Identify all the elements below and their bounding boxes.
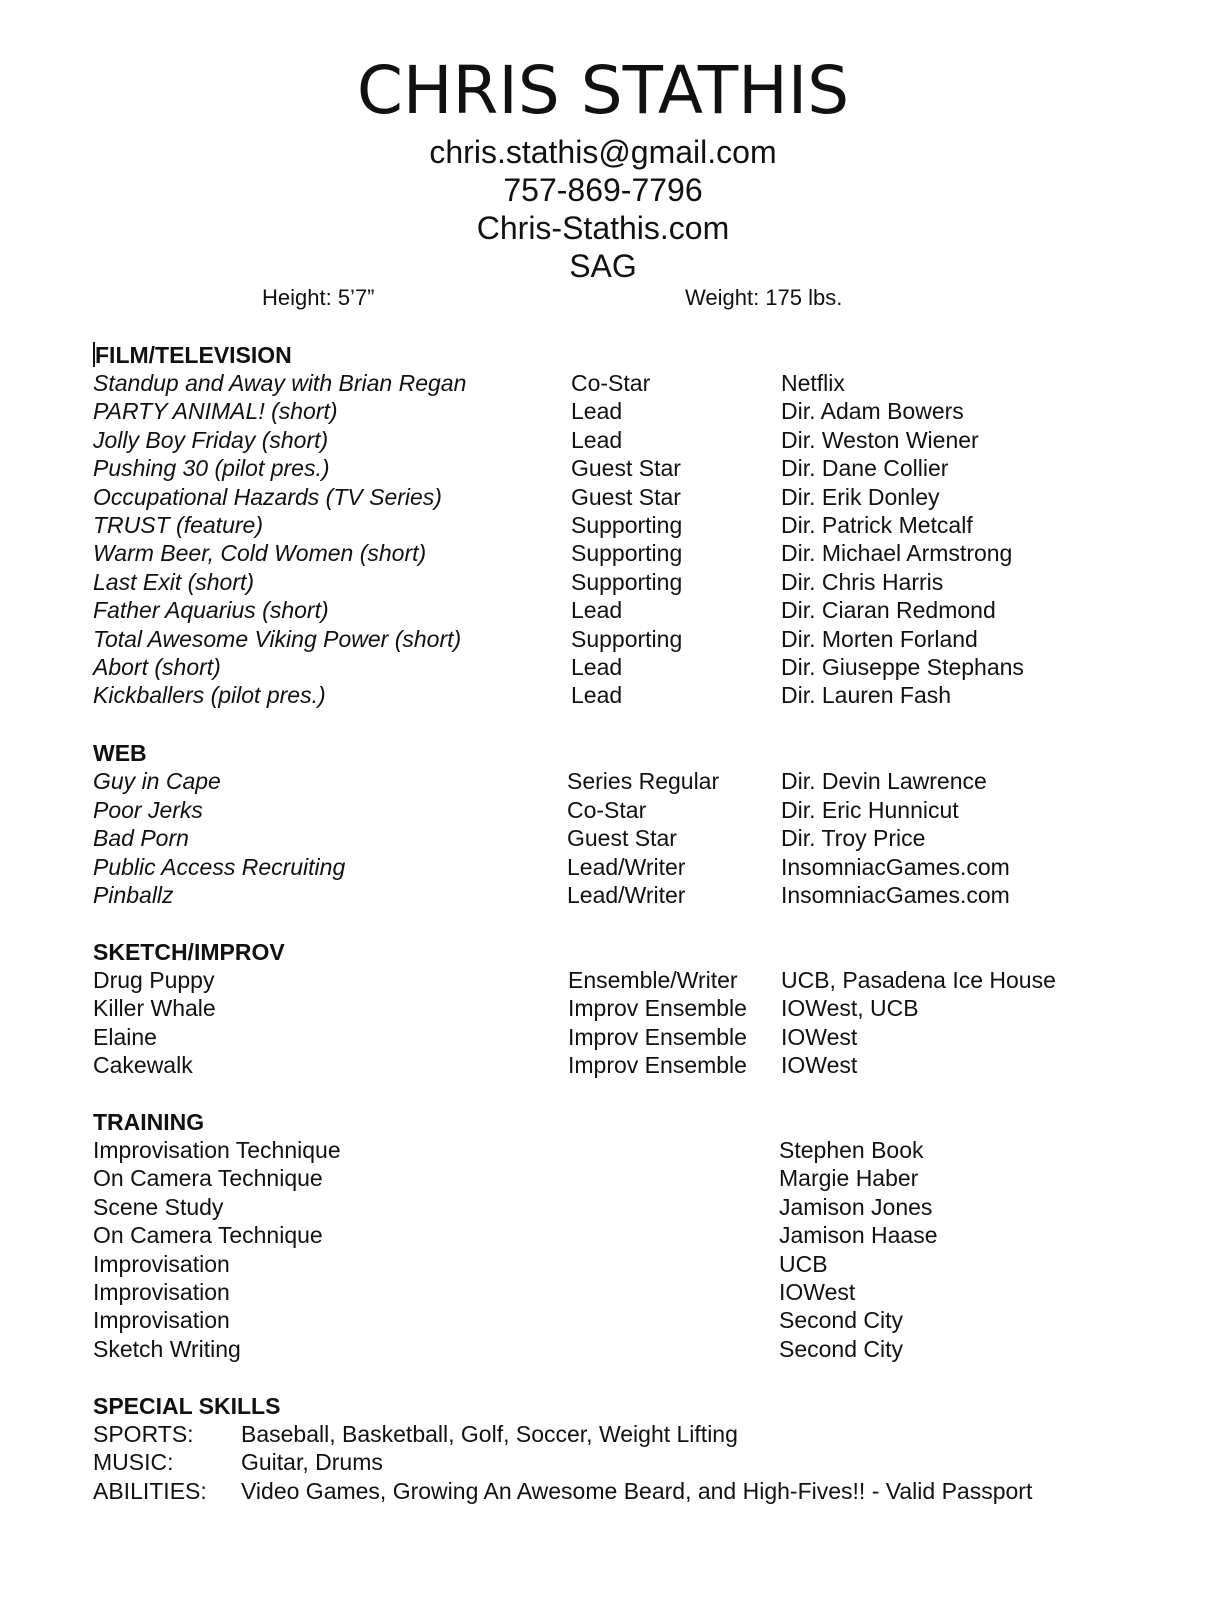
teacher-or-school: Jamison Jones xyxy=(779,1193,933,1220)
skill-list: Video Games, Growing An Awesome Beard, and High-Fives!! - Valid Passport xyxy=(241,1477,1033,1504)
project-title: Father Aquarius (short) xyxy=(93,597,329,624)
project-title: Guy in Cape xyxy=(93,768,221,794)
director-or-network: Netflix xyxy=(781,370,845,396)
credit-row xyxy=(0,369,1206,397)
director-or-site: Dir. Troy Price xyxy=(781,825,926,852)
role: Supporting xyxy=(571,625,683,652)
email: chris.stathis@gmail.com xyxy=(429,134,777,170)
credit-row xyxy=(0,881,1206,909)
role: Lead/Writer xyxy=(567,882,686,909)
course: Sketch Writing xyxy=(93,1335,241,1362)
skill-row xyxy=(0,1420,1206,1448)
director-or-site: Dir. Devin Lawrence xyxy=(781,768,987,794)
role: Improv Ensemble xyxy=(568,1023,747,1050)
role: Supporting xyxy=(571,512,683,538)
website: Chris-Stathis.com xyxy=(476,210,730,246)
height: Height: 5’7” xyxy=(262,285,375,310)
project-title: PARTY ANIMAL! (short) xyxy=(93,398,338,425)
skill-row xyxy=(0,1448,1206,1476)
project-title: Warm Beer, Cold Women (short) xyxy=(93,540,427,567)
project-title: Poor Jerks xyxy=(93,796,203,823)
role: Improv Ensemble xyxy=(568,1052,747,1079)
director-or-network: Dir. Ciaran Redmond xyxy=(781,597,996,624)
role: Supporting xyxy=(571,540,683,567)
director-or-network: Dir. Lauren Fash xyxy=(781,682,952,709)
director-or-network: Dir. Erik Donley xyxy=(781,483,940,510)
show-title: Cakewalk xyxy=(93,1052,193,1079)
project-title: Total Awesome Viking Power (short) xyxy=(93,625,462,652)
project-title: Jolly Boy Friday (short) xyxy=(93,426,329,453)
credit-row xyxy=(0,653,1206,681)
role: Lead xyxy=(571,398,623,425)
section-heading-special-skills: SPECIAL SKILLS xyxy=(93,1393,281,1419)
training-row xyxy=(0,1278,1206,1306)
training-row xyxy=(0,1335,1206,1363)
teacher-or-school: Margie Haber xyxy=(779,1165,919,1192)
credit-row xyxy=(0,767,1206,795)
teacher-or-school: Jamison Haase xyxy=(779,1222,938,1249)
role: Ensemble/Writer xyxy=(568,967,738,993)
course: Improvisation xyxy=(93,1307,230,1334)
teacher-or-school: Stephen Book xyxy=(779,1137,924,1163)
credit-row xyxy=(0,483,1206,511)
director-or-network: Dir. Giuseppe Stephans xyxy=(781,654,1024,680)
role: Co-Star xyxy=(567,796,647,823)
show-title: Elaine xyxy=(93,1023,157,1050)
skill-category: SPORTS: xyxy=(93,1421,194,1447)
project-title: Occupational Hazards (TV Series) xyxy=(93,483,442,510)
teacher-or-school: Second City xyxy=(779,1307,904,1334)
director-or-network: Dir. Morten Forland xyxy=(781,625,978,652)
section-heading-training: TRAINING xyxy=(93,1109,205,1135)
project-title: TRUST (feature) xyxy=(93,512,263,538)
director-or-site: InsomniacGames.com xyxy=(781,882,1010,909)
credit-row xyxy=(0,994,1206,1022)
role: Series Regular xyxy=(567,768,720,794)
director-or-network: Dir. Chris Harris xyxy=(781,568,944,595)
credit-row xyxy=(0,511,1206,539)
credit-row xyxy=(0,397,1206,425)
role: Supporting xyxy=(571,568,683,595)
section-heading-film-tv: FILM/TELEVISION xyxy=(95,342,292,368)
course: On Camera Technique xyxy=(93,1165,323,1192)
project-title: Bad Porn xyxy=(93,825,189,852)
role: Lead xyxy=(571,597,623,624)
project-title: Abort (short) xyxy=(93,654,221,680)
course: Scene Study xyxy=(93,1193,224,1220)
credit-row xyxy=(0,853,1206,881)
credit-row xyxy=(0,824,1206,852)
credit-row xyxy=(0,796,1206,824)
director-or-site: InsomniacGames.com xyxy=(781,853,1010,880)
training-row xyxy=(0,1221,1206,1249)
credit-row xyxy=(0,539,1206,567)
skill-list: Baseball, Basketball, Golf, Soccer, Weight Lifting xyxy=(241,1421,738,1447)
role: Lead xyxy=(571,426,623,453)
project-title: Pushing 30 (pilot pres.) xyxy=(93,455,330,482)
venue: UCB, Pasadena Ice House xyxy=(781,967,1056,993)
credit-row xyxy=(0,568,1206,596)
actor-name: CHRIS STATHIS xyxy=(356,52,850,129)
role: Guest Star xyxy=(571,483,681,510)
section-heading-sketch-improv: SKETCH/IMPROV xyxy=(93,939,285,965)
phone: 757-869-7796 xyxy=(503,172,703,208)
teacher-or-school: Second City xyxy=(779,1335,904,1362)
teacher-or-school: IOWest xyxy=(779,1279,856,1305)
credit-row xyxy=(0,681,1206,709)
credit-row xyxy=(0,596,1206,624)
credit-row xyxy=(0,454,1206,482)
director-or-site: Dir. Eric Hunnicut xyxy=(781,796,959,823)
course: Improvisation xyxy=(93,1279,230,1305)
weight: Weight: 175 lbs. xyxy=(685,285,843,310)
project-title: Pinballz xyxy=(93,882,174,909)
role: Improv Ensemble xyxy=(568,995,747,1022)
venue: IOWest, UCB xyxy=(781,995,919,1022)
role: Guest Star xyxy=(571,455,681,482)
training-row xyxy=(0,1306,1206,1334)
training-row xyxy=(0,1193,1206,1221)
role: Lead/Writer xyxy=(567,853,686,880)
skill-list: Guitar, Drums xyxy=(241,1449,383,1476)
project-title: Standup and Away with Brian Regan xyxy=(93,370,467,396)
director-or-network: Dir. Patrick Metcalf xyxy=(781,512,973,538)
course: Improvisation xyxy=(93,1250,230,1277)
section-heading-web: WEB xyxy=(93,740,147,766)
project-title: Kickballers (pilot pres.) xyxy=(93,682,326,709)
project-title: Public Access Recruiting xyxy=(93,853,346,880)
skill-category: MUSIC: xyxy=(93,1449,174,1476)
training-row xyxy=(0,1136,1206,1164)
role: Lead xyxy=(571,682,623,709)
director-or-network: Dir. Dane Collier xyxy=(781,455,949,482)
role: Lead xyxy=(571,654,623,680)
credit-row xyxy=(0,966,1206,994)
skill-category: ABILITIES: xyxy=(93,1477,207,1504)
show-title: Killer Whale xyxy=(93,995,216,1022)
credit-row xyxy=(0,1023,1206,1051)
show-title: Drug Puppy xyxy=(93,967,215,993)
course: Improvisation Technique xyxy=(93,1137,341,1163)
credit-row xyxy=(0,625,1206,653)
credit-row xyxy=(0,426,1206,454)
course: On Camera Technique xyxy=(93,1222,323,1249)
role: Guest Star xyxy=(567,825,677,852)
union: SAG xyxy=(569,248,637,284)
venue: IOWest xyxy=(781,1052,858,1079)
training-row xyxy=(0,1164,1206,1192)
role: Co-Star xyxy=(571,370,651,396)
venue: IOWest xyxy=(781,1023,858,1050)
project-title: Last Exit (short) xyxy=(93,568,255,595)
skill-row xyxy=(0,1477,1206,1505)
credit-row xyxy=(0,1051,1206,1079)
teacher-or-school: UCB xyxy=(779,1250,828,1277)
training-row xyxy=(0,1250,1206,1278)
director-or-network: Dir. Michael Armstrong xyxy=(781,540,1013,567)
director-or-network: Dir. Weston Wiener xyxy=(781,426,979,453)
director-or-network: Dir. Adam Bowers xyxy=(781,398,964,425)
